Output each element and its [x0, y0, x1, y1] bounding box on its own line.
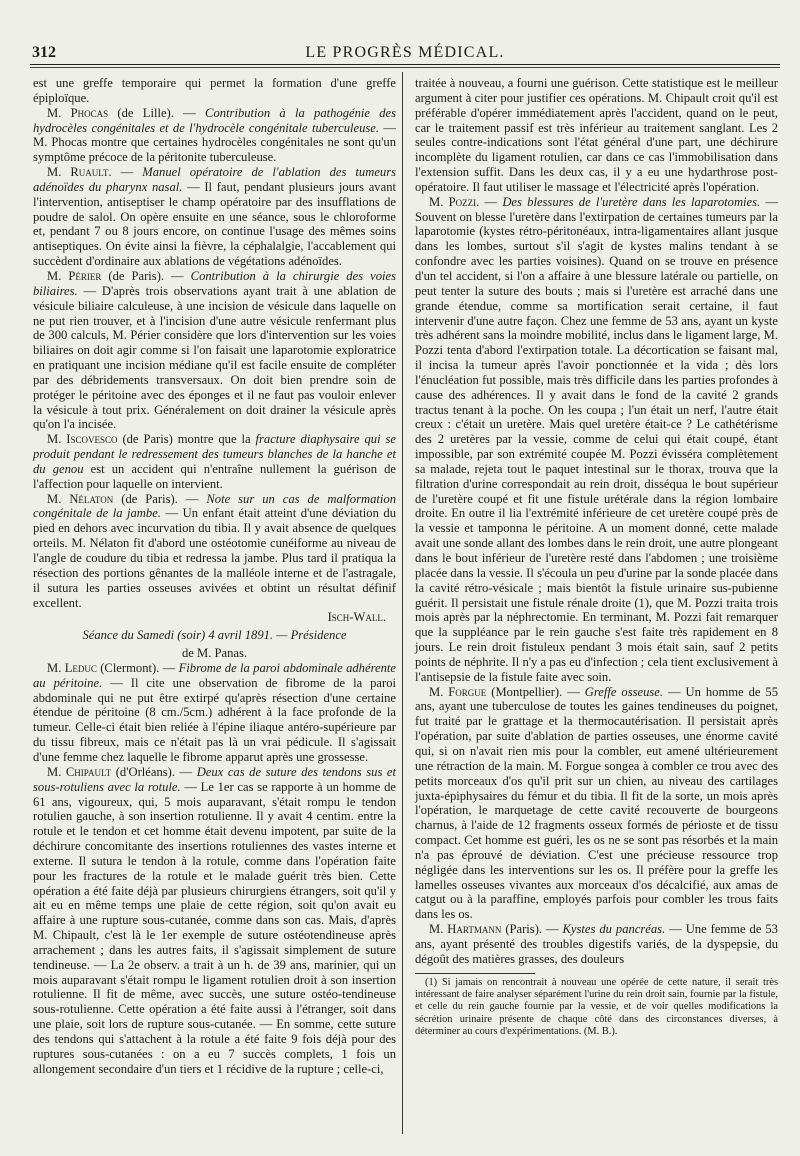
author-name: Iscovesco	[66, 432, 118, 447]
article-title: Kystes du pancréas.	[562, 922, 666, 937]
footnote: (1) Si jamais on rencontrait à nouveau une opérée de cette nature, il serait très intéressant de faire analyser séparément l'urine du rein droit sain, fournie par la fistule, et celle du rein gauche fournie par la vessie, et de voir quelles modifications la sécrétion urinaire présente de chaque côté dans des circonstances diverses, à déterminer au cours d'expérimentations. (M. B.).	[415, 976, 778, 1038]
article-title: Fibrome de la paroi abdominale adhérente au péritoine.	[33, 660, 396, 690]
page-number: 312	[32, 44, 56, 61]
author-name: Phocas	[70, 105, 109, 120]
session-heading-sub: de M. Panas.	[181, 646, 248, 661]
article-title: fracture diaphysaire qui se produit pendant le redressement des tumeurs blanches de la hanche et du genou	[33, 432, 396, 476]
header-rule-secondary	[30, 67, 780, 68]
author-city: (de Paris). —	[121, 491, 199, 506]
author-name: Pozzi.	[448, 194, 480, 209]
article-text: — Il cite une observation de fibrome de la paroi abdominale qui ne put être extirpé qu'après résection d'une certaine étendue de péritoine (8 cm./5cm.) adhérent à la face profonde de la tumeur. Celle-ci était bien reliée à l'épine iliaque antéro-supérieure par du tissu fibreux, mais ce n'était pas là un vrai pédicule. Il s'agissait d'une femme chez laquelle le fibrome apparut après une grossesse.	[33, 675, 397, 764]
paragraph: est une greffe temporaire qui permet la formation d'une greffe épiploïque.	[33, 76, 396, 105]
paragraph: M. Pozzi. — Des blessures de l'uretère dans les laparotomies. — Souvent on blesse l'uretère dans l'extirpation de certaines tumeurs par la laparotomie (kystes rétro-péritonéaux, intra-ligamentaires allant jusque dans les lombes, surtout s'il s'agit de kystes malins tendant à se confondre avec les parties voisines). Quand on se trouve en présence d'un tel accident, si l'on a affaire à une blessure latérale ou partielle, on peut tenter la suture des bouts ; mais si l'uretère est arraché dans une grande étendue, comme sa mortification serait certaine, il faut intervenir d'une autre façon. Chez une femme de 53 ans, ayant un kyste très adhérent sans la moindre mobilité, inclus dans le ligament large, M. Pozzi tenta d'abord l'extirpation totale. La décortication se faisant mal, il incisa la tumeur après l'avoir ponctionnée et la vida ; dès lors l'énucléation fut possible, mais très difficile dans les parties profondes à cause des adhérences. Il y avait dans le fond de la cavité 2 grands tractus tenant à la poche. On les coupa ; l'un était un nerf, l'autre était creux : c'était un uretère. Mais quel uretère était-ce ? Le cathétérisme des 2 uretères par la vessie, comme de celui qui était coupé, étant impossible, par son extrémité coupée M. Pozzi évisséra complètement sa malade, rejeta tout le paquet intestinal sur le thorax, trouva que la filtration d'urine correspondait au rein droit, disséqua le bout supérieur de l'uretère coupé et fit une fistule urétérale dans la région lombaire droite. En outre il lia l'extrémité inférieure de cet uretère coupé près de la vessie et tamponna le péritoine. A un moment donné, cette malade avait une sonde allant des lombes dans le rein droit, une autre plongeant dans le bout inférieur de l'uretère resté dans l'abdomen ; une troisième placée dans la vessie. Il s'écoula un peu d'urine par la sonde placée dans la cavité rétro-vésicale ; mais bientôt la fistule urinaire sus-pubienne guérit. Il persistait une fistule rénale droite (1), que M. Pozzi traita trois mois après par la néphrectomie. En terminant, M. Pozzi fait remarquer que la suppléance par le rein gauche s'est faite très rapidement en 8 jours. Le rein droit fistuleux pendant 3 mois était sain, sauf 2 petits points de néphrite. Il n'y a pas eu d'infection ; cela tient exclusivement à l'antisepsie de la fistule faite avec soin.	[415, 194, 779, 684]
author-city: (Montpellier). —	[491, 684, 580, 699]
article-text: est un accident qui n'entraîne nullement la guérison de l'affection pour laquelle on intervient.	[33, 461, 396, 491]
paragraph: M. Forgue (Montpellier). — Greffe osseuse. — Un homme de 55 ans, ayant une tuberculose de toutes les gaines tendineuses du poignet, fut traité par le grattage et la thermocautérisation. Il persistait après l'opération, par suite d'ablation de parties osseuses, une énorme cavité qui, si on n'avait rien mis pour la combler, eut amené ultérieurement une rétraction de la main. M. Forgue songea à combler ce trou avec des petits morceaux d'os qu'il prit sur un chien, au niveau des cartilages juxta-épiphysaires du fémur et du tibia. Il fit de la sorte, un mois après l'opération, le marquetage de cette cavité recouverte de bourgeons charnus, à l'aide de 12 fragments osseux formés de périoste et de tissu compact. Cet homme est guéri, les os ne se sont pas résorbés et la main n'a pas éprouvé de déviation. C'est une précieuse ressource trop négligée dans les interventions sur les os. Il préfère pour la greffe les lamelles osseuses vivantes aux morceaux d'os décalcifié, aux amas de catgut ou à la paraffine, employés parfois pour combler les trous faits dans les os.	[415, 684, 778, 922]
author-city: (Paris). —	[505, 922, 559, 937]
article-text: — Souvent on blesse l'uretère dans l'extirpation de certaines tumeurs par la laparotomie (kystes rétro-péritonéaux, intra-ligamentaires allant jusque dans les lombes, surtout s'il s'agit de kystes malins tendant à se confondre avec les parties voisines). Quand on se trouve en présence d'un tel accident, si l'on a affaire à une blessure latérale ou partielle, on peut tenter la suture des bouts ; mais si l'uretère est arraché dans une grande étendue, comme sa mortification serait certaine, il faut intervenir d'une autre façon. Chez une femme de 53 ans, ayant un kyste très adhérent sans la moindre mobilité, inclus dans le ligament large, M. Pozzi tenta d'abord l'extirpation totale. La décortication se faisant mal, il incisa la tumeur après l'avoir ponctionnée et la vida ; dès lors l'énucléation fut possible, mais très difficile dans les parties profondes à cause des adhérences. Il y avait dans le fond de la cavité 2 grands tractus tenant à la poche. On les coupa ; l'un était un nerf, l'autre était creux : c'était un uretère. Mais quel uretère était-ce ? Le cathétérisme des 2 uretères par la vessie, comme de celui qui était coupé, étant impossible, par son extrémité coupée M. Pozzi évisséra complètement sa malade, rejeta tout le paquet intestinal sur le thorax, trouva que la filtration d'urine correspondait au rein droit, disséqua le bout supérieur de l'uretère coupé et fit une fistule urétérale dans la région lombaire droite. En outre il lia l'extrémité inférieure de cet uretère coupé près de la vessie et tamponna le péritoine. A un moment donné, cette malade avait une sonde allant des lombes dans le rein droit, une autre plongeant dans le bout inférieur de l'uretère resté dans l'abdomen ; une troisième placée dans la vessie. Il s'écoula un peu d'urine par la sonde placée dans la cavité rétro-vésicale ; mais bientôt la fistule urinaire sus-pubienne guérit. Il persistait une fistule rénale droite (1), que M. Pozzi traita trois mois après par la néphrectomie. En terminant, M. Pozzi fait remarquer que la suppléance par le rein gauche s'est faite très rapidement en 8 jours. Le rein droit fistuleux pendant 3 mois était sain, sauf 2 petits points de néphrite. Il n'y a pas eu d'infection ; cela tient exclusivement à l'antisepsie de la fistule faite avec soin.	[415, 194, 779, 684]
article-title: Deux cas de suture des tendons sus et sous-rotuliens avec la rotule.	[33, 764, 396, 794]
right-column	[415, 76, 778, 1039]
author-name: Chipault	[65, 764, 112, 779]
paragraph: traitée à nouveau, a fourni une guérison. Cette statistique est le meilleur argument à citer pour justifier ces opérations. M. Chipault croit qu'il est préférable d'opérer immédiatement après l'accident, quand on le peut, car le traitement passif est très inférieur au traitement sanglant. Les 2 seules contre-indications sont l'état général d'une part, une déchirure incomplète du ligament rotulien, car dans ce cas l'immobilisation dans l'extension suffit. Dans les deux cas, il y a eu une hydarthrose post-opératoire. Il faut utiliser le massage et l'électricité après l'opération.	[415, 76, 778, 194]
paragraph: M. Hartmann (Paris). — Kystes du pancréas. — Une femme de 53 ans, ayant présenté des troubles digestifs variés, de la dyspepsie, du dégoût des matières grasses, des douleurs	[415, 922, 778, 966]
left-column	[33, 76, 396, 1077]
session-heading: Séance du Samedi (soir) 4 avril 1891. — Présidence	[82, 628, 347, 643]
author-city: (de Paris). —	[108, 268, 184, 283]
column-separator	[402, 72, 403, 1134]
article-title: Contribution à la chirurgie des voies biliaires.	[33, 268, 396, 298]
paragraph: M. Nélaton (de Paris). — Note sur un cas de malformation congénitale de la jambe. — Un enfant était atteint d'une déviation du pied en dehors avec incurvation du tibia. Il y avait absence de quelques orteils. M. Nélaton fit d'abord une ostéotomie cunéiforme au niveau de l'angle de coudure du tibia et redressa la jambe. Plus tard il pratiqua la résection des portions gênantes de la malléole interne et de l'astragale, il sutura les parties osseuses avivées et obtint un résultat définif excellent.	[33, 491, 396, 610]
article-text: — Un homme de 55 ans, ayant une tuberculose de toutes les gaines tendineuses du poignet, fut traité par le grattage et la thermocautérisation. Il persistait après l'opération, par suite d'ablation de parties osseuses, une énorme cavité qui, si on n'avait rien mis pour la combler, eut amené ultérieurement une rétraction de la main. M. Forgue songea à combler ce trou avec des petits morceaux d'os qu'il prit sur un chien, au niveau des cartilages juxta-épiphysaires du fémur et du tibia. Il fit de la sorte, un mois après l'opération, le marquetage de cette cavité recouverte de bourgeons charnus, à l'aide de 12 fragments osseux formés de périoste et de tissu compact. Cet homme est guéri, les os ne se sont pas résorbés et la main n'a pas éprouvé de déviation. C'est une précieuse ressource trop négligée dans les interventions sur les os. Il préfère pour la greffe les lamelles osseuses vivantes aux morceaux d'os décalcifié, aux amas de catgut ou à la paraffine, employés parfois pour combler les trous faits dans les os.	[415, 684, 778, 922]
article-title: Note sur un cas de malformation congénitale de la jambe.	[33, 491, 396, 521]
author-city: (de Lille). —	[117, 105, 196, 120]
article-text: — D'après trois observations ayant trait à une ablation de vésicule biliaire calculeuse, à une incision de vésicule dans laquelle on ne put rien trouver, et à l'incision d'une autre vésicule renfermant plus de 300 calculs, M. Périer considère que lors d'intervention sur les voies biliaires on doit agir comme si l'on faisait une laparotomie exploratrice en pratiquant une incision médiane qu'il est facile ensuite de compléter par des débridements transversaux. On doit bien prendre soin de protéger le péritoine avec des éponges et il ne faut pas vouloir enlever la vésicule à tout prix. Généralement on doit drainer la vésicule après qu'on l'a incisée.	[33, 283, 396, 432]
paragraph: M. Périer (de Paris). — Contribution à la chirurgie des voies biliaires. — D'après trois observations ayant trait à une ablation de vésicule biliaire calculeuse, à une incision de vésicule dans laquelle on ne put rien trouver, et à l'incision d'une autre vésicule renfermant plus de 300 calculs, M. Périer considère que lors d'intervention sur les voies biliaires on doit agir comme si l'on faisait une laparotomie exploratrice en pratiquant une incision médiane qu'il est facile ensuite de compléter par des débridements transversaux. On doit bien prendre soin de protéger le péritoine avec des éponges et il ne faut pas vouloir enlever la vésicule à tout prix. Généralement on doit drainer la vésicule après qu'on l'a incisée.	[33, 268, 396, 432]
author-name: Périer	[68, 268, 102, 283]
page-header	[28, 44, 782, 62]
paragraph: M. Iscovesco (de Paris) montre que la fracture diaphysaire qui se produit pendant le redressement des tumeurs blanches de la hanche et du genou est un accident qui n'entraîne nullement la guérison de l'affection pour laquelle on intervient.	[33, 432, 396, 491]
author-city: (d'Orléans). —	[115, 764, 193, 779]
author-name: Hartmann	[447, 922, 502, 937]
article-text: — Il faut, pendant plusieurs jours avant l'intervention, antiseptiser le champ opératoire par des insufflations de poudre de salol. On opère ensuite en une séance, sous le chloroforme et, pendant 7 ou 8 jours encore, on continue l'usage des mêmes soins antiseptiques. On évite ainsi la fièvre, la céphalalgie, l'accablement qui succèdent d'ordinaire aux ablations de végétations adénoïdes.	[33, 179, 396, 269]
article-text: — M. Phocas montre que certaines hydrocèles congénitales ne sont qu'un symptôme précoce de la péritonite tuberculeuse.	[33, 120, 396, 165]
author-city: (Clermont). —	[100, 660, 176, 675]
author-city: (de Paris) montre	[122, 432, 214, 447]
paragraph: M. Chipault (d'Orléans). — Deux cas de suture des tendons sus et sous-rotuliens avec la rotule. — Le 1er cas se rapporte à un homme de 61 ans, vigoureux, qui, 5 mois auparavant, s'était rompu le tendon rotulien gauche, à son insertion rotulienne. Il y avait 4 centim. entre la rotule et le tendon et cet homme était devenu impotent, par suite de la déchirure concomitante des insertions rotuliennes des vastes interne et externe. Il sutura le tendon à la rotule, comme dans l'opération faite pour les fractures de la rotule et le malade guérit très bien. Cette opération a été faite déjà par plusieurs chirurgiens étrangers, soit qu'il y ait eu en même temps une plaie de cette région, soit qu'on avait eu affaire à une rupture sous-cutanée, comme dans son cas. Mais, d'après M. Chipault, c'est là le 1er exemple de suture ostéotendineuse après arrachement ; dans les autres faits, il s'agissait simplement de suture tendineuse. — La 2e observ. a trait à un h. de 39 ans, marinier, qui un mois auparavant s'était rompu le ligament rotulien droit à son insertion rotulienne. Il fit de même, avec succès, une suture ostéo-tendineuse sous-rotulienne. Cette opération a été faite aussi à l'étranger, soit dans une plaie, soit lors de rupture sous-cutanée. — En somme, cette suture des tendons qui s'attachent à la rotule a été faite 9 fois déjà pour des ruptures sous-cutanées : on a eu 7 succès complets, 1 fois un allongement secondaire d'un tiers et 1 récidive de la rupture ; celle-ci,	[33, 764, 396, 1076]
article-title: Greffe osseuse.	[584, 684, 664, 699]
article-title: Manuel opératoire de l'ablation des tumeurs adénoïdes du pharynx nasal.	[33, 165, 397, 194]
article-text: — Une femme de 53 ans, ayant présenté des troubles digestifs variés, de la dyspepsie, du dégoût des matières grasses, des douleurs	[415, 922, 778, 966]
article-text: — Un enfant était atteint d'une déviation du pied en dehors avec incurvation du tibia. Il y avait absence de quelques orteils. M. Nélaton fit d'abord une ostéotomie cunéiforme au niveau de l'angle de coudure du tibia et redressa la jambe. Plus tard il pratiqua la résection des portions gênantes de la malléole interne et de l'astragale, il sutura les parties osseuses avivées et obtint un résultat définif excellent.	[33, 506, 396, 610]
author-name: Leduc	[64, 660, 97, 675]
signature: Isch-Wall.	[327, 610, 386, 625]
journal-title: LE PROGRÈS MÉDICAL.	[305, 44, 505, 61]
author-name: Nélaton	[69, 491, 114, 506]
paragraph: M. Leduc (Clermont). — Fibrome de la paroi abdominale adhérente au péritoine. — Il cite une observation de fibrome de la paroi abdominale qui ne put être extirpé qu'après résection d'une certaine étendue de péritoine (8 cm./5cm.) adhérent à la face profonde de la tumeur. Celle-ci était bien reliée à l'épine iliaque antéro-supérieure par du tissu fibreux, mais ce n'était pas là un vrai pédicule. Il s'agissait d'une femme chez laquelle le fibrome apparut après une grossesse.	[33, 660, 397, 764]
header-rule	[30, 64, 780, 65]
article-title: Contribution à la pathogénie des hydrocèles congénitales et de l'hydrocèle congénitale tuberculeuse.	[33, 105, 397, 135]
article-title: Des blessures de l'uretère dans les laparotomies.	[502, 194, 761, 209]
footnote-rule	[415, 973, 535, 974]
author-name: Forgue	[448, 684, 487, 699]
paragraph: M. Ruault. — Manuel opératoire de l'ablation des tumeurs adénoïdes du pharynx nasal. — Il faut, pendant plusieurs jours avant l'intervention, antiseptiser le champ opératoire par des insufflations de poudre de salol. On opère ensuite en une séance, sous le chloroforme et, pendant 7 ou 8 jours encore, on continue l'usage des mêmes soins antiseptiques. On évite ainsi la fièvre, la céphalalgie, l'accablement qui succèdent d'ordinaire aux ablations de végétations adénoïdes.	[33, 165, 397, 269]
paragraph: M. Phocas (de Lille). — Contribution à la pathogénie des hydrocèles congénitales et de l'hydrocèle congénitale tuberculeuse. — M. Phocas montre que certaines hydrocèles congénitales ne sont qu'un symptôme précoce de la péritonite tuberculeuse.	[33, 105, 397, 165]
article-text: — Le 1er cas se rapporte à un homme de 61 ans, vigoureux, qui, 5 mois auparavant, s'était rompu le tendon rotulien gauche, à son insertion rotulienne. Il y avait 4 centim. entre la rotule et le tendon et cet homme était devenu impotent, par suite de la déchirure concomitante des insertions rotuliennes des vastes interne et externe. Il sutura le tendon à la rotule, comme dans l'opération faite pour les fractures de la rotule et le malade guérit très bien. Cette opération a été faite déjà par plusieurs chirurgiens étrangers, soit qu'il y ait eu en même temps une plaie de cette région, soit qu'on avait eu affaire à une rupture sous-cutanée, comme dans son cas. Mais, d'après M. Chipault, c'est là le 1er exemple de suture ostéotendineuse après arrachement ; dans les autres faits, il s'agissait simplement de suture tendineuse. — La 2e observ. a trait à un h. de 39 ans, marinier, qui un mois auparavant s'était rompu le ligament rotulien droit à son insertion rotulienne. Il fit de même, avec succès, une suture ostéo-tendineuse sous-rotulienne. Cette opération a été faite aussi à l'étranger, soit dans une plaie, soit lors de rupture sous-cutanée. — En somme, cette suture des tendons qui s'attachent à la rotule a été faite 9 fois déjà pour des ruptures sous-cutanées : on a eu 7 succès complets, 1 fois un allongement secondaire d'un tiers et 1 récidive de la rupture ; celle-ci,	[33, 779, 396, 1076]
author-name: Ruault.	[70, 165, 112, 180]
